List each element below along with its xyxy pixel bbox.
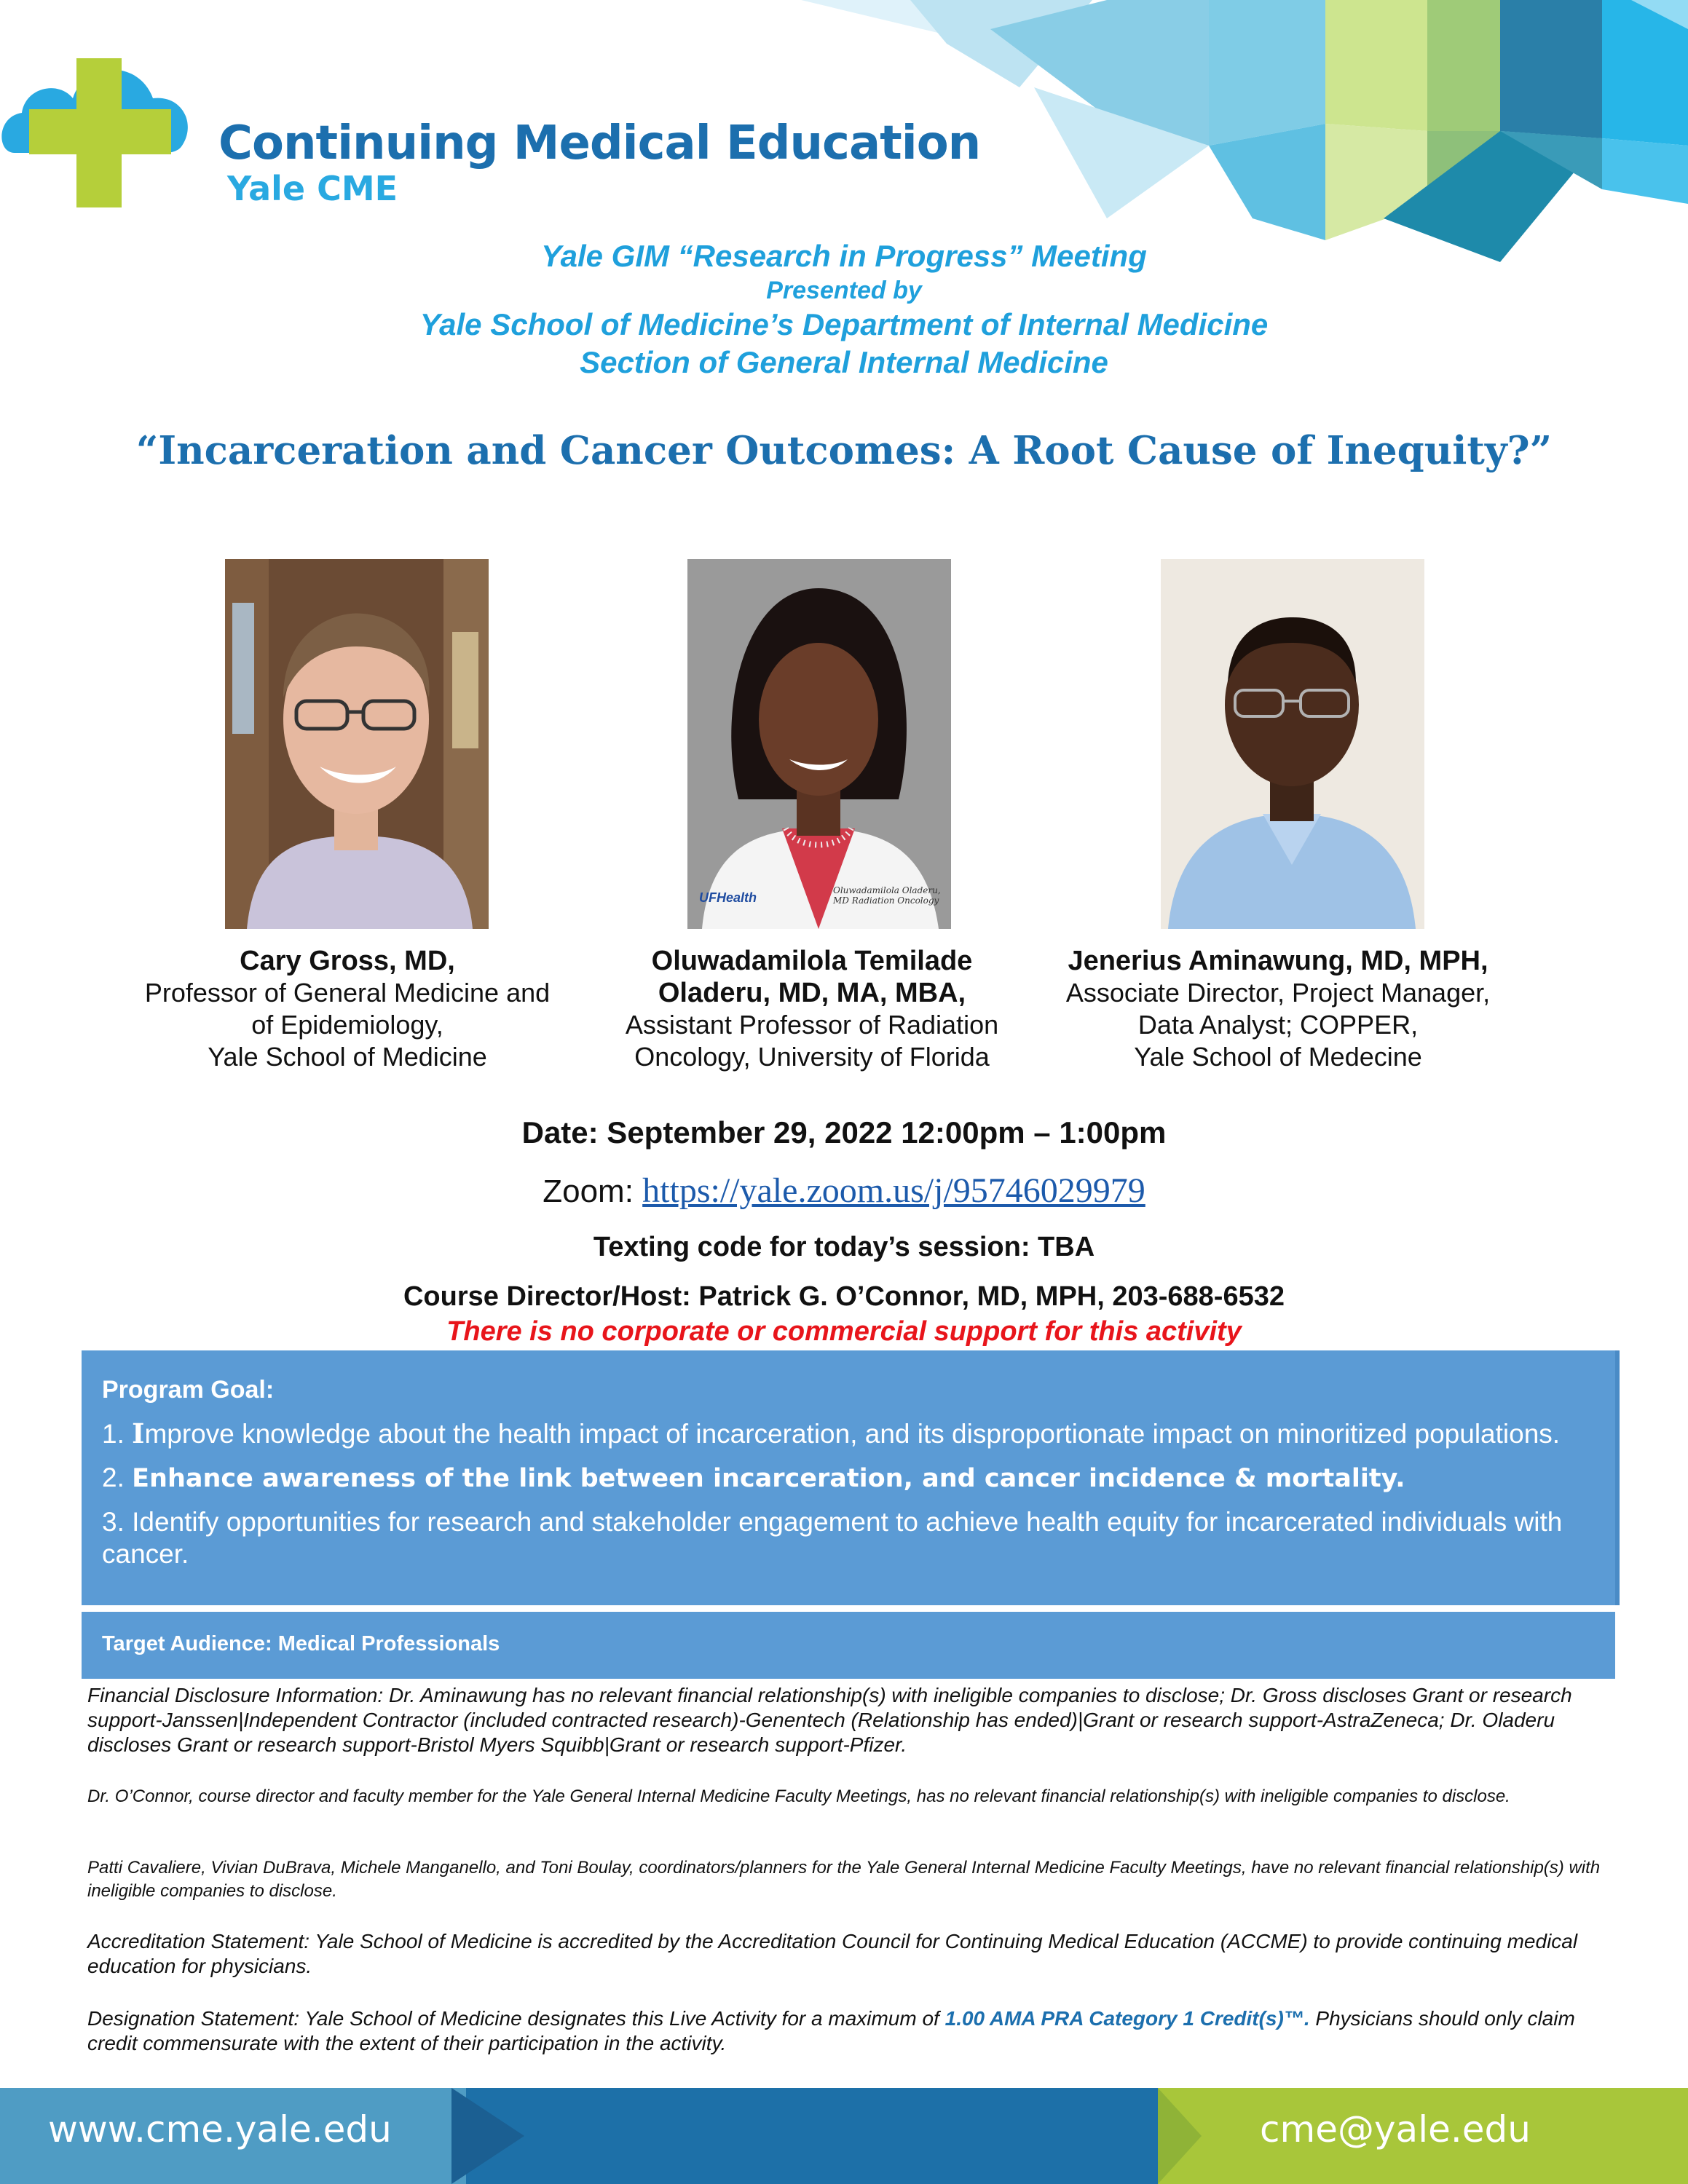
financial-disclosure: Financial Disclosure Information: Dr. Aminawung has no relevant financial relationship(s) with ineligible companies to disclose; Dr. Gross discloses Grant or research support-Janssen|Independent Contractor (included contracted research)-Genentech (Relationship has ended)|Grant or research support-AstraZeneca; Dr. Oladeru discloses Grant or research support-Bristol Myers Squibb|Grant or research support-Pfizer. [87,1684,1572,1756]
oconnor-disclosure: Dr. O’Connor, course director and faculty member for the Yale General Internal Medicine Faculty Meetings, has no relevant financial relationship(s) with ineligible companies to disclose. [87,1787,1510,1806]
course-director: Course Director/Host: Patrick G. O’Connor, MD, MPH, 203-688-6532 [403,1281,1285,1312]
speaker-photo-oladeru [687,559,951,929]
org-subname: Yale CME [227,169,398,208]
speaker-name: Oluwadamilola Temilade [651,946,973,976]
section-name: Section of General Internal Medicine [580,345,1108,379]
meeting-name: Yale GIM “Research in Progress” Meeting [541,239,1147,273]
page-title: “Incarceration and Cancer Outcomes: A Root Cause of Inequity?” [135,428,1553,473]
goal-item: 3. Identify opportunities for research and stakeholder engagement to achieve health equity for incarcerated individuals with cancer. [102,1507,1563,1569]
speaker-name: Oladeru, MD, MA, MBA, [658,978,966,1008]
zoom-link[interactable]: https://yale.zoom.us/j/95746029979 [642,1171,1145,1210]
speaker-gross [129,945,566,1073]
speaker-title-line: Professor of General Medicine and [144,978,551,1008]
no-support-notice: There is no corporate or commercial support for this activity [446,1316,1242,1347]
footer-website[interactable]: www.cme.yale.edu [48,2108,392,2151]
badge-name: Oluwadamilola Oladeru, MD Radiation Oncology [833,885,941,906]
designation-statement: Designation Statement: Yale School of Medicine designates this Live Activity for a maximum of 1.00 AMA PRA Category 1 Credit(s)™. Physicians should only claim credit commensurate with the extent of their participation in the activity. [87,2007,1575,2054]
speaker-oladeru [593,945,1030,1073]
program-goal-box [82,1350,1620,1605]
speaker-title-line: Assistant Professor of Radiation [625,1010,999,1040]
footer-email[interactable]: cme@yale.edu [1260,2108,1531,2151]
texting-code: Texting code for today’s session: TBA [593,1232,1095,1262]
badge-brand: UFHealth [699,890,757,905]
target-audience: Target Audience: Medical Professionals [102,1632,500,1655]
program-goal-heading: Program Goal: [102,1376,275,1404]
speaker-title-line: Yale School of Medicine [208,1042,487,1072]
goal-item: 1. Improve knowledge about the health impact of incarceration, and its disproportionate impact on minoritized populations. [102,1417,1561,1449]
speaker-name: Jenerius Aminawung, MD, MPH, [1068,946,1488,976]
speaker-title-line: Yale School of Medecine [1134,1042,1422,1072]
zoom-label: Zoom: [543,1174,643,1209]
department-name: Yale School of Medicine’s Department of Internal Medicine [419,307,1269,341]
goal-item: 2. Enhance awareness of the link between incarceration, and cancer incidence & mortality. [102,1463,1405,1493]
credit-amount: 1.00 AMA PRA Category 1 Credit(s)™. [944,2007,1310,2030]
speaker-title-line: Data Analyst; COPPER, [1137,1010,1419,1040]
event-date: Date: September 29, 2022 12:00pm – 1:00pm [521,1115,1167,1150]
speaker-aminawung [1060,945,1496,1073]
speaker-title-line: Associate Director, Project Manager, [1065,978,1491,1008]
coordinators-disclosure: Patti Cavaliere, Vivian DuBrava, Michele Manganello, and Toni Boulay, coordinators/planners for the Yale General Internal Medicine Faculty Meetings, have no relevant financial relationship(s) with ineligible companies to disclose. [87,1858,1601,1901]
speaker-photo-gross [225,559,489,929]
speaker-title-line: of Epidemiology, [251,1010,443,1040]
speaker-title-line: Oncology, University of Florida [634,1042,990,1072]
zoom-line [0,1171,1688,1211]
org-name: Continuing Medical Education [218,116,981,170]
speaker-name: Cary Gross, MD, [240,946,455,976]
cme-logo-icon [0,29,218,211]
speaker-photo-aminawung [1161,559,1424,929]
accreditation-statement: Accreditation Statement: Yale School of Medicine is accredited by the Accreditation Council for Continuing Medical Education (ACCME) to provide continuing medical education for physicians. [87,1930,1578,1977]
presented-by: Presented by [766,277,922,304]
target-audience-box [82,1612,1615,1679]
